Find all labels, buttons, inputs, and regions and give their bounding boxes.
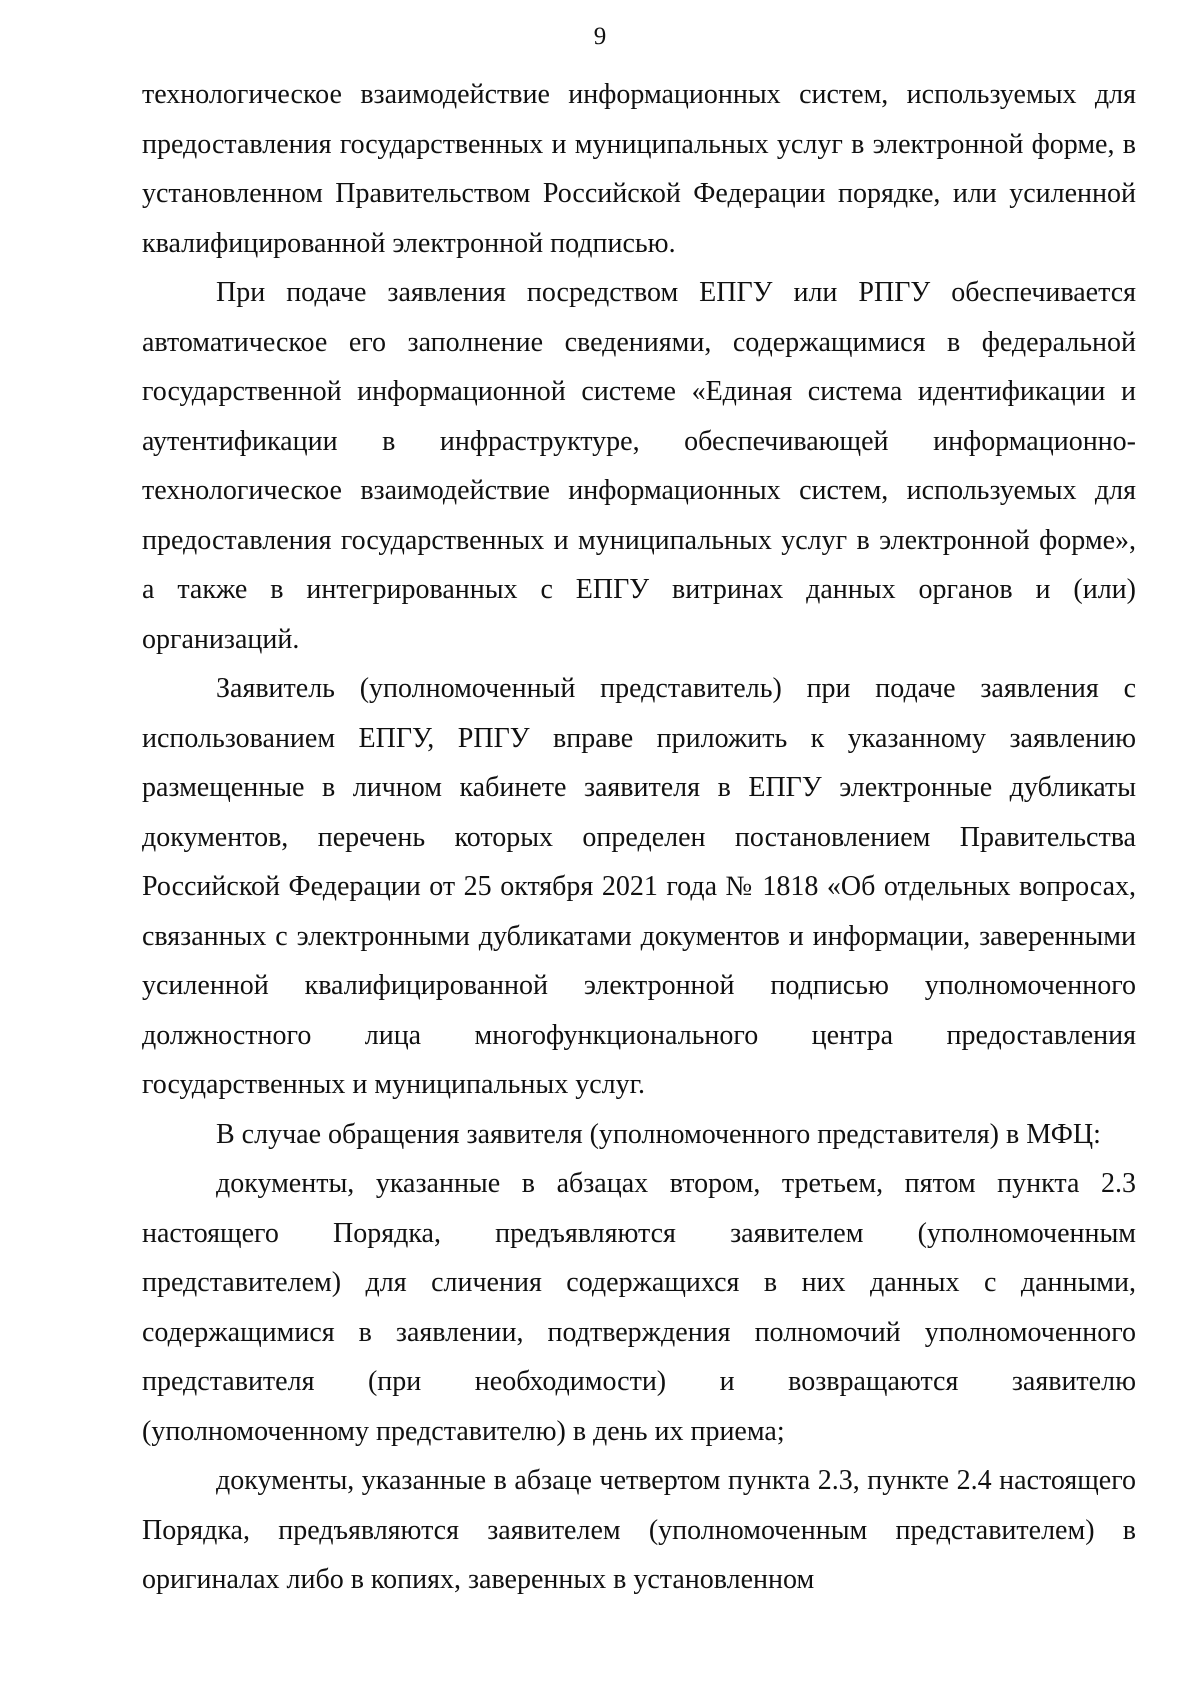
page-number: 9 <box>593 23 607 50</box>
paragraph-epgu-autofill: При подаче заявления посредством ЕПГУ или РПГУ обеспечивается автоматическое его заполнение сведениями, содержащимися в федеральной государственной информационной системе «Единая система идентификации и аутентификации в инфраструктуре, обеспечивающей информационно-технологическое взаимодействие информационных систем, используемых для предоставления государственных и муниципальных услуг в электронной форме», а также в интегрированных с ЕПГУ витринах данных органов и (или) организаций. <box>142 277 1136 655</box>
paragraph-documents-returned: документы, указанные в абзацах втором, третьем, пятом пункта 2.3 настоящего Порядка, предъявляются заявителем (уполномоченным представителем) для сличения содержащихся в них данных с данными, содержащимися в заявлении, подтверждения полномочий уполномоченного представителя (при необходимости) и возвращаются заявителю (уполномоченному представителю) в день их приема; <box>142 1168 1136 1447</box>
paragraph-documents-originals: документы, указанные в абзаце четвертом пункта 2.3, пункте 2.4 настоящего Порядка, предъявляются заявителем (уполномоченным представителем) в оригиналах либо в копиях, заверенных в установленном <box>142 1465 1136 1595</box>
paragraph-mfc-intro: В случае обращения заявителя (уполномоченного представителя) в МФЦ: <box>216 1118 1101 1150</box>
document-body <box>142 70 1136 1605</box>
paragraph-continuation: технологическое взаимодействие информационных систем, используемых для предоставления государственных и муниципальных услуг в электронной форме, в установленном Правительством Российской Федерации порядке, или усиленной квалифицированной электронной подписью. <box>142 79 1136 259</box>
paragraph-electronic-duplicates: Заявитель (уполномоченный представитель) при подаче заявления с использованием ЕПГУ, РПГУ вправе приложить к указанному заявлению размещенные в личном кабинете заявителя в ЕПГУ электронные дубликаты документов, перечень которых определен постановлением Правительства Российской Федерации от 25 октября 2021 года № 1818 «Об отдельных вопросах, связанных с электронными дубликатами документов и информации, заверенными усиленной квалифицированной электронной подписью уполномоченного должностного лица многофункционального центра предоставления государственных и муниципальных услуг. <box>142 673 1136 1100</box>
